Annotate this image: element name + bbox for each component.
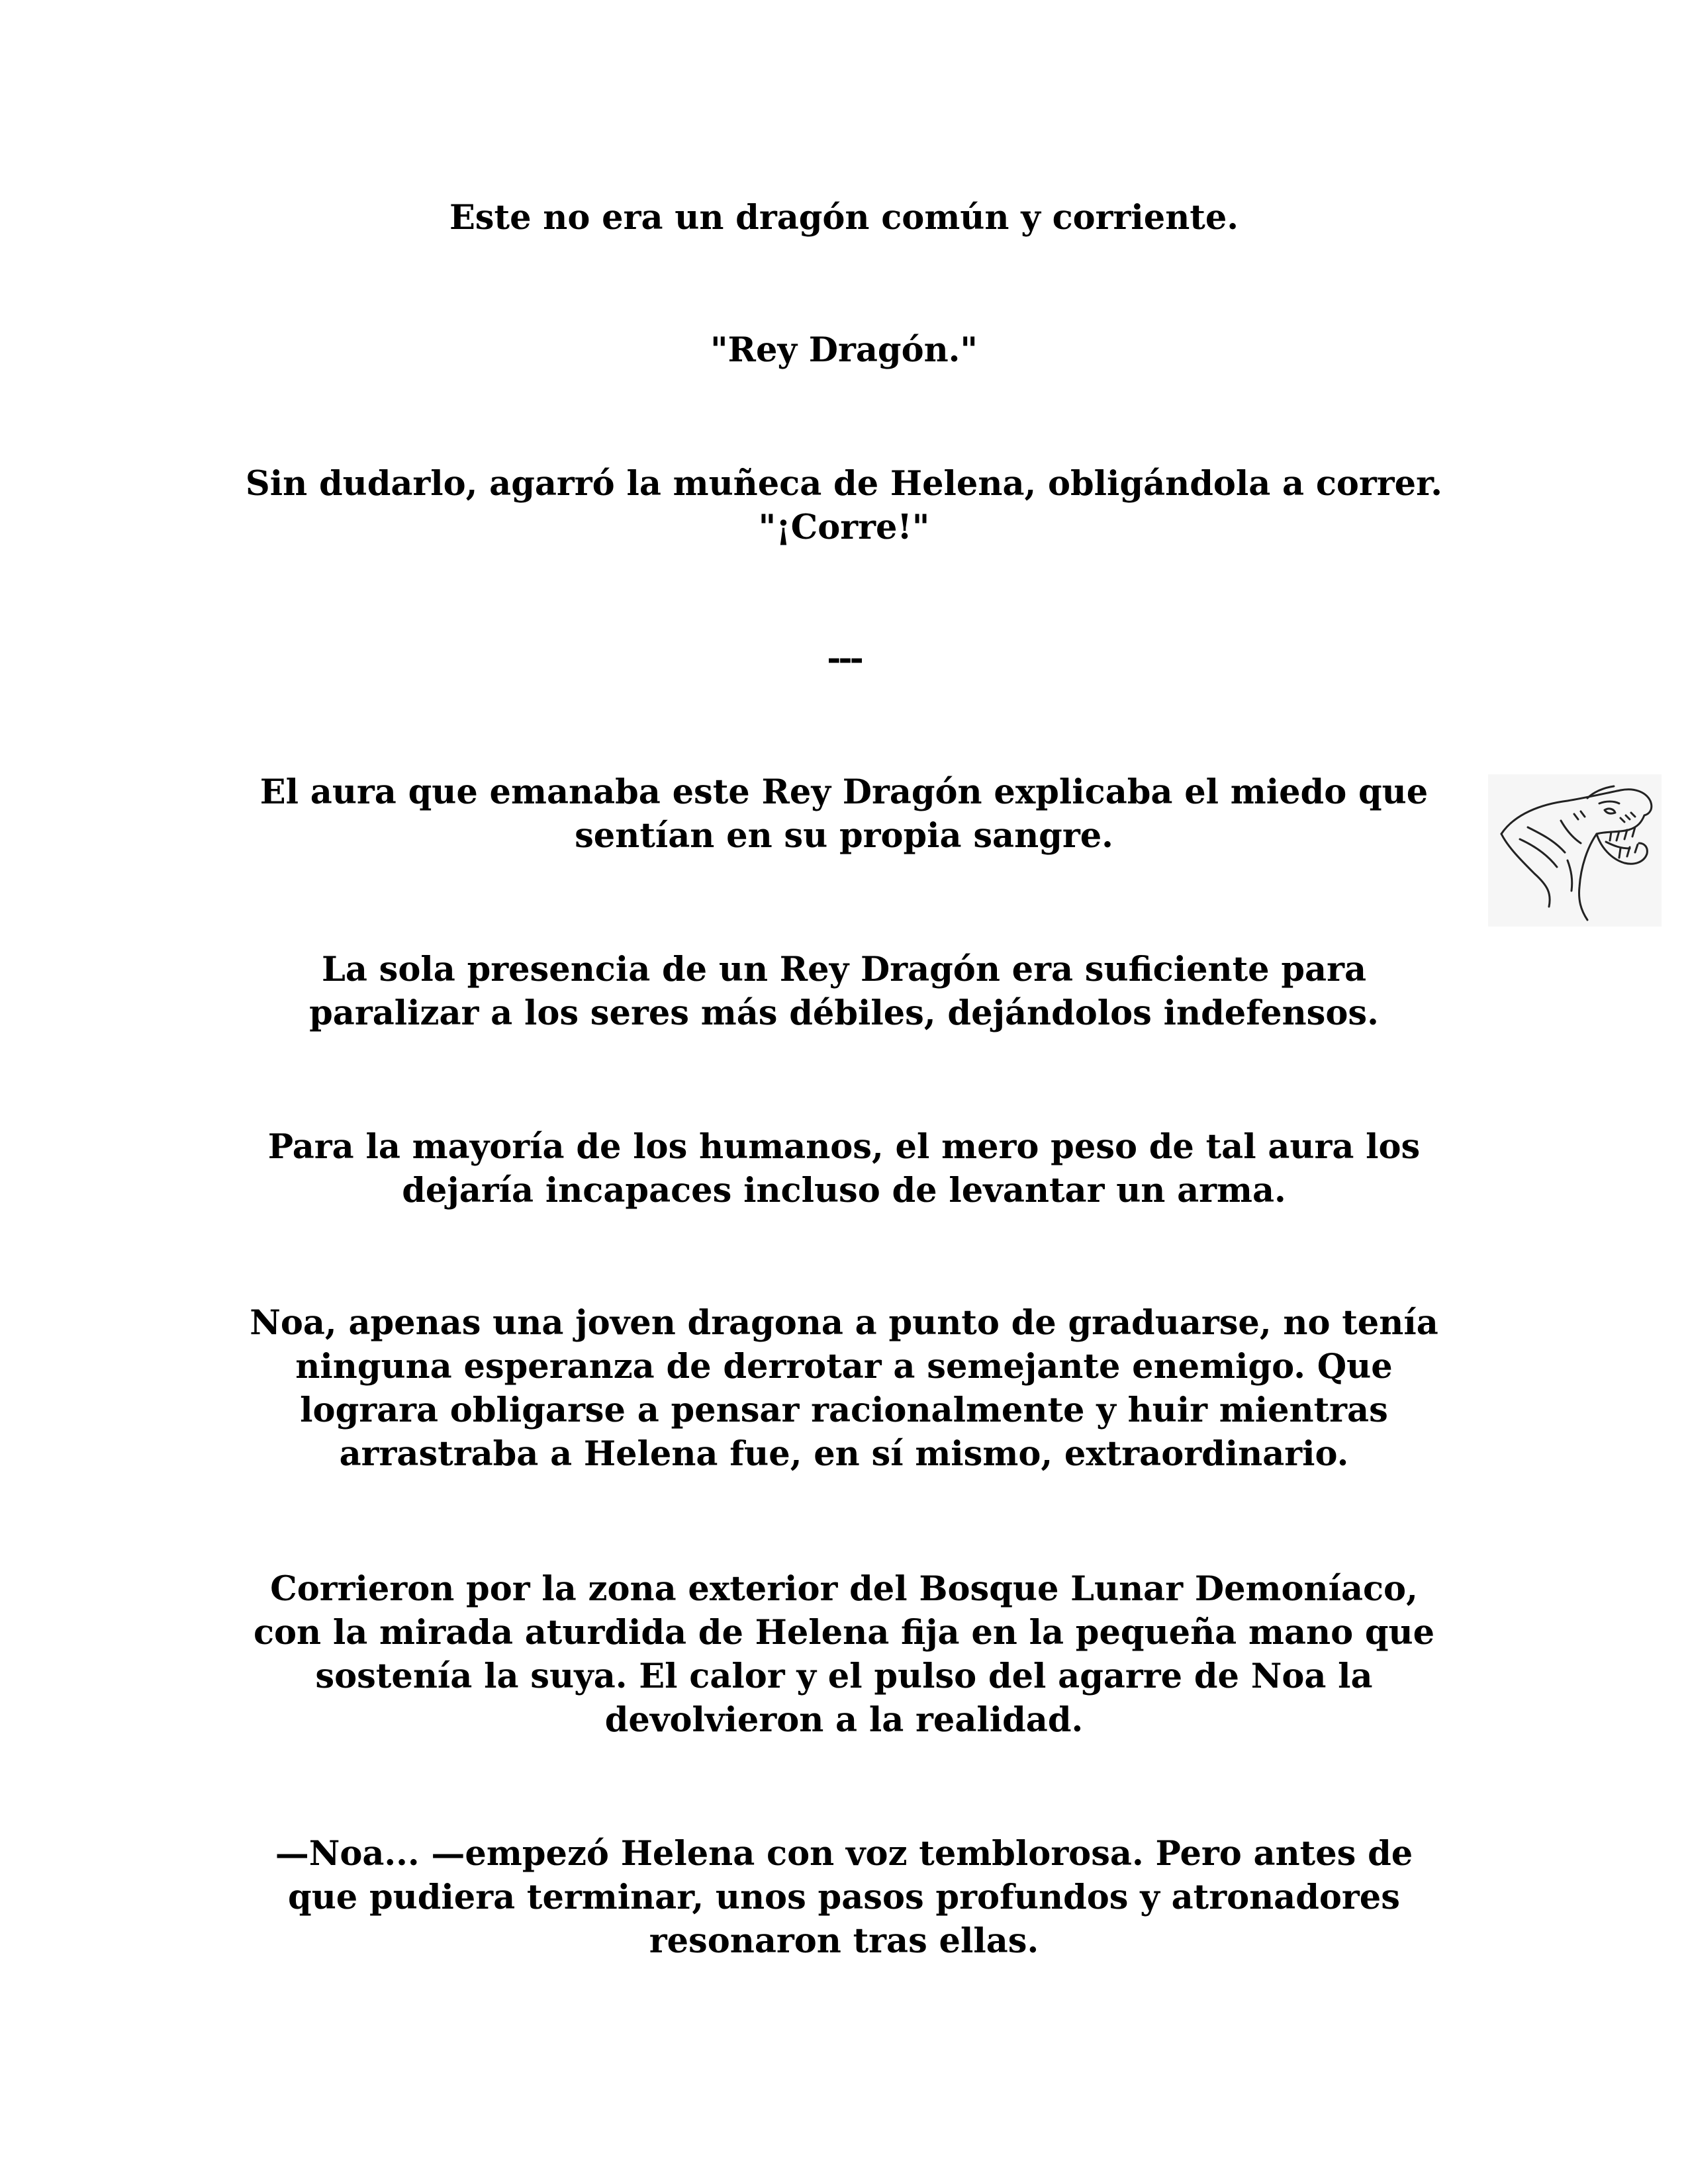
text-line: Sin dudarlo, agarró la muñeca de Helena, obligándola a correr. — [245, 464, 1443, 504]
text-line: ninguna esperanza de derrotar a semejante enemigo. Que — [295, 1347, 1393, 1387]
paragraph-7 — [199, 1301, 1489, 1476]
text-line: devolvieron a la realidad. — [604, 1700, 1084, 1740]
text-line: --- — [827, 639, 861, 678]
text-line: Este no era un dragón común y corriente. — [449, 198, 1239, 238]
text-line: sostenía la suya. El calor y el pulso del agarre de Noa la — [315, 1657, 1373, 1696]
paragraph-2 — [199, 328, 1489, 372]
paragraph-8 — [199, 1567, 1489, 1742]
text-line: —Noa... —empezó Helena con voz temblorosa. Pero antes de — [275, 1834, 1413, 1874]
text-line: dejaría incapaces incluso de levantar un arma. — [402, 1171, 1286, 1210]
text-line: lograra obligarse a pensar racionalmente y huir mientras — [300, 1390, 1388, 1430]
paragraph-1 — [199, 196, 1489, 240]
text-line: paralizar a los seres más débiles, dejándolos indefensos. — [309, 993, 1379, 1033]
text-line: sentían en su propia sangre. — [575, 816, 1113, 856]
text-line: resonaron tras ellas. — [649, 1921, 1039, 1961]
section-separator — [199, 637, 1489, 680]
text-line: "¡Corre!" — [758, 508, 930, 547]
text-line: arrastraba a Helena fue, en sí mismo, extraordinario. — [339, 1434, 1349, 1474]
paragraph-6 — [199, 1125, 1489, 1212]
paragraph-4 — [199, 770, 1489, 858]
text-line: Para la mayoría de los humanos, el mero peso de tal aura los — [267, 1127, 1421, 1167]
text-line: "Rey Dragón." — [710, 330, 978, 370]
text-line: Noa, apenas una joven dragona a punto de graduarse, no tenía — [250, 1303, 1438, 1343]
text-line: El aura que emanaba este Rey Dragón explicaba el miedo que — [259, 772, 1429, 812]
dragon-head-sketch-icon — [1488, 774, 1662, 927]
text-line: La sola presencia de un Rey Dragón era suficiente para — [322, 950, 1366, 989]
paragraph-5 — [199, 948, 1489, 1035]
paragraph-3 — [199, 462, 1489, 549]
text-line: que pudiera terminar, unos pasos profundos y atronadores — [288, 1878, 1400, 1917]
paragraph-9 — [199, 1832, 1489, 1963]
text-line: Corrieron por la zona exterior del Bosque Lunar Demoníaco, — [270, 1569, 1418, 1609]
text-line: con la mirada aturdida de Helena fija en la pequeña mano que — [253, 1613, 1435, 1653]
